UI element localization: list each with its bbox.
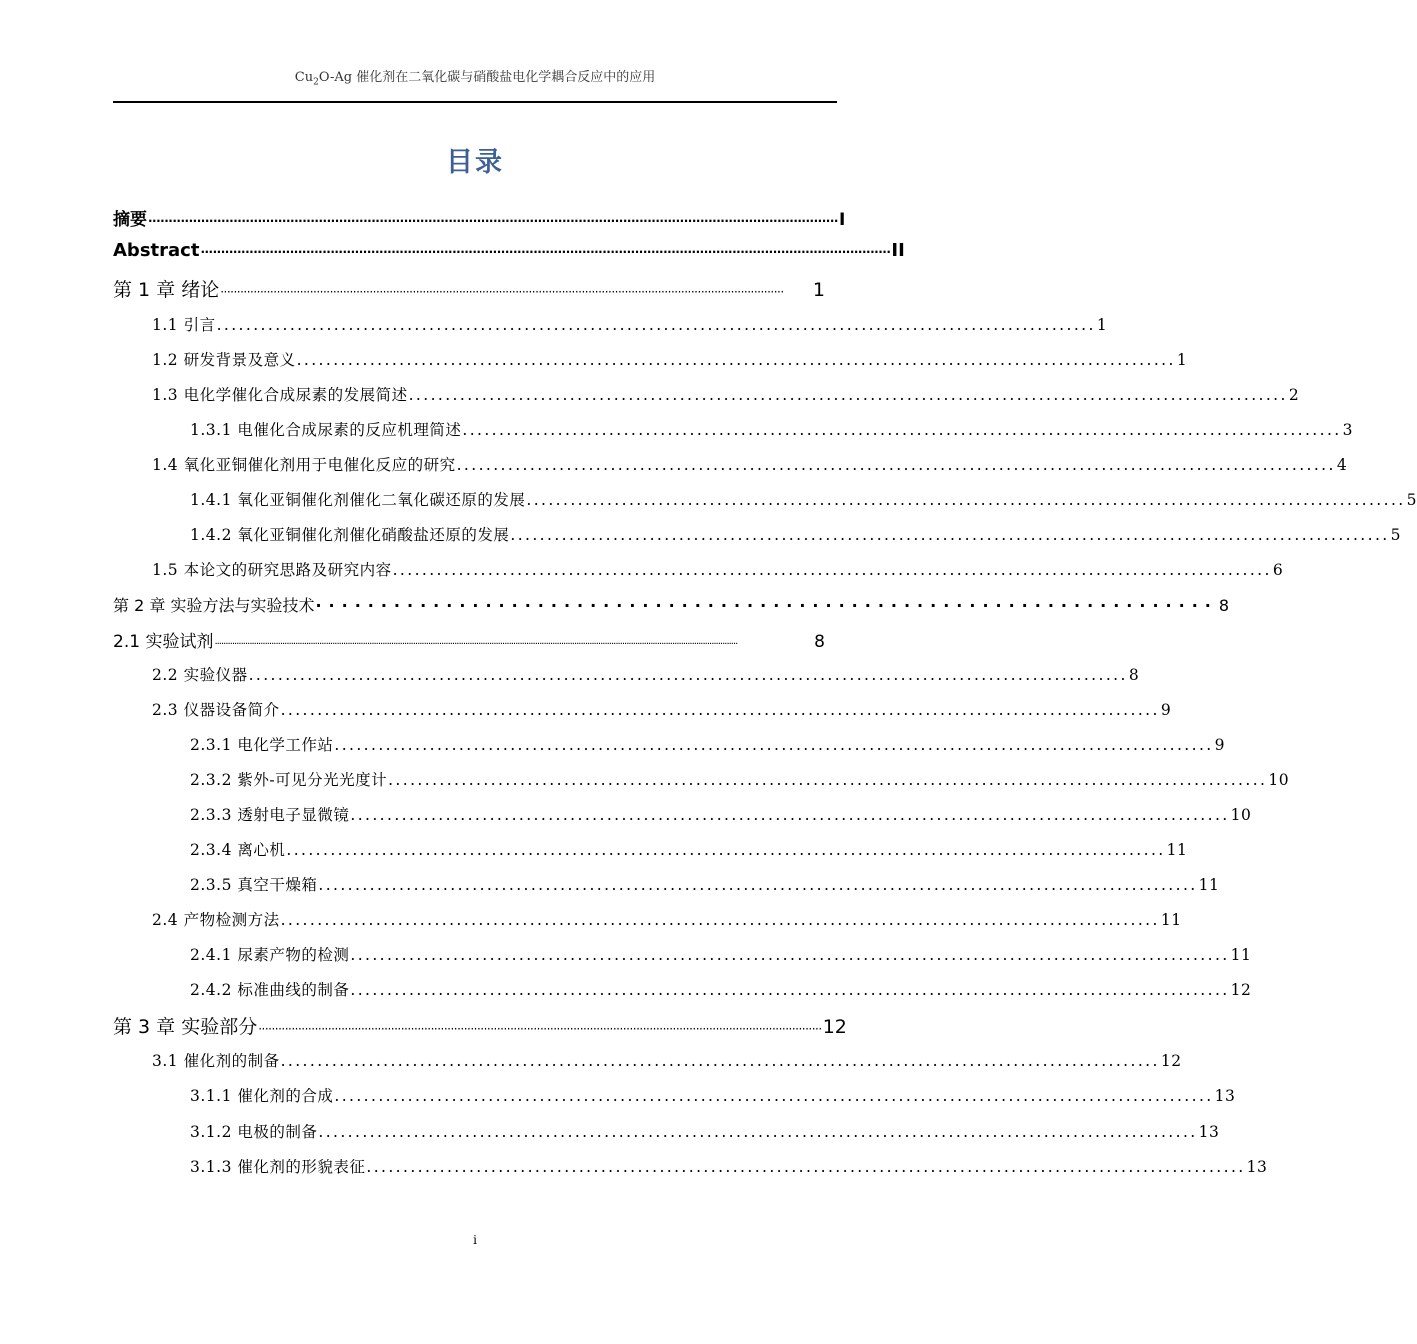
toc-leader: ........................................................................................................................ — [350, 806, 1230, 824]
toc-leader: ........................................................................................................................ — [248, 666, 1128, 684]
toc-entry-label: 2.4.2 标准曲线的制备 — [190, 981, 350, 999]
running-header — [113, 66, 837, 88]
toc-entry-page: 9 — [1214, 736, 1225, 754]
toc-entry-1-3[interactable] — [152, 383, 1300, 405]
toc-entry-3-1-3[interactable] — [190, 1155, 1268, 1177]
toc-entry-page: 6 — [1272, 561, 1284, 579]
toc-entry-2-3-3[interactable] — [190, 803, 1252, 825]
toc-entry-page: 1 — [1096, 316, 1108, 334]
toc-entry-1-4-1[interactable] — [190, 488, 1417, 510]
toc-leader: ........................................................................................................................ — [392, 561, 1272, 579]
toc-entry-label: 2.1 实验试剂 — [113, 632, 214, 652]
toc-entry-label: 2.3.5 真空干燥箱 — [190, 876, 318, 894]
toc-leader: ........................................................................................................................ — [366, 1158, 1246, 1176]
toc-entry-1-2[interactable] — [152, 348, 1188, 370]
toc-entry-page: 10 — [1268, 771, 1290, 789]
toc-entry-page: 5 — [1406, 491, 1417, 509]
toc-entry-2-2[interactable] — [152, 663, 1140, 685]
toc-entry-page: 11 — [1160, 911, 1182, 929]
toc-leader: ····································································· — [315, 596, 1218, 615]
toc-leader: ........................................................................................................................ — [350, 946, 1230, 964]
toc-entry-label: 第 2 章 实验方法与实验技术 — [113, 596, 315, 615]
header-rule — [113, 101, 837, 103]
toc-entry-1-1[interactable] — [152, 313, 1108, 335]
toc-entry-label: 1.5 本论文的研究思路及研究内容 — [152, 561, 392, 579]
toc-entry-page: 3 — [1342, 421, 1353, 439]
toc-entry-page: 8 — [814, 632, 825, 652]
toc-entry-label: 摘要 — [113, 210, 147, 230]
toc-entry-label: 1.4.2 氧化亚铜催化剂催化硝酸盐还原的发展 — [190, 526, 510, 544]
toc-entry-label: 2.3.4 离心机 — [190, 841, 286, 859]
toc-entry-2-4[interactable] — [152, 908, 1182, 930]
toc-leader: ........................................................................................................................ — [334, 736, 1214, 754]
toc-entry-2-3[interactable] — [152, 698, 1172, 720]
toc-entry-label: 2.3.2 紫外-可见分光光度计 — [190, 771, 388, 789]
page-title: 目录 — [446, 147, 504, 178]
toc-entry-label: 2.4 产物检测方法 — [152, 911, 280, 929]
toc-entry-page: II — [891, 240, 905, 261]
toc-entry-page: 11 — [1166, 841, 1188, 859]
toc-leader: ........................................................................................................................ — [526, 491, 1406, 509]
toc-entry-2-3-4[interactable] — [190, 838, 1188, 860]
toc-entry-label: 3.1 催化剂的制备 — [152, 1052, 280, 1070]
toc-leader: ........................................................................................................................ — [216, 316, 1096, 334]
toc-entry-label: 第 3 章 实验部分 — [113, 1016, 258, 1038]
toc-entry-label: 1.3 电化学催化合成尿素的发展简述 — [152, 386, 408, 404]
toc-entry-2-4-1[interactable] — [190, 943, 1252, 965]
toc-leader: ·········································································································································································· — [258, 1022, 822, 1036]
toc-entry-page: 4 — [1336, 456, 1348, 474]
toc-entry-abstract-en[interactable] — [113, 240, 905, 261]
toc-entry-label: 1.4.1 氧化亚铜催化剂催化二氧化碳还原的发展 — [190, 491, 526, 509]
toc-leader: ........................................................................................................................ — [280, 701, 1160, 719]
toc-entry-page: 2 — [1288, 386, 1300, 404]
header-title-subscript: 2 — [313, 77, 319, 88]
toc-entry-label: 3.1.3 催化剂的形貌表征 — [190, 1158, 366, 1176]
toc-leader: ........................................................................................................................ — [408, 386, 1288, 404]
toc-entry-1-3-1[interactable] — [190, 418, 1353, 440]
toc-entry-abstract-cn[interactable] — [113, 205, 846, 230]
toc-entry-chapter-3[interactable] — [113, 1012, 847, 1039]
toc-leader: ........................................................................................................................ — [388, 771, 1268, 789]
toc-entry-chapter-2[interactable] — [113, 593, 1230, 616]
toc-entry-label: 2.3.1 电化学工作站 — [190, 736, 334, 754]
toc-entry-page: 5 — [1390, 526, 1401, 544]
toc-leader: ........................................................................................................................ — [456, 456, 1336, 474]
toc-leader: ........................................................................................................................ — [296, 351, 1176, 369]
toc-entry-page: 10 — [1230, 806, 1252, 824]
toc-entry-page: 13 — [1198, 1123, 1220, 1141]
toc-leader: ················································································································································································································································ — [214, 639, 738, 650]
toc-entry-2-3-2[interactable] — [190, 768, 1290, 790]
header-title-rest: O-Ag 催化剂在二氧化碳与硝酸盐电化学耦合反应中的应用 — [318, 70, 656, 85]
toc-entry-label: Abstract — [113, 240, 200, 261]
toc-entry-2-4-2[interactable] — [190, 978, 1252, 1000]
toc-entry-1-4[interactable] — [152, 453, 1348, 475]
toc-entry-label: 3.1.2 电极的制备 — [190, 1123, 318, 1141]
toc-leader: ........................................................................................................................ — [280, 911, 1160, 929]
toc-leader: ........................................................................................................................ — [286, 841, 1166, 859]
toc-entry-label: 3.1.1 催化剂的合成 — [190, 1087, 334, 1105]
toc-entry-page: 9 — [1160, 701, 1172, 719]
toc-leader: ........................................................................................................................ — [318, 876, 1198, 894]
toc-entry-label: 2.3 仪器设备简介 — [152, 701, 280, 719]
toc-entry-page: 11 — [1230, 946, 1252, 964]
toc-entry-page: 13 — [1214, 1087, 1236, 1105]
toc-leader: ........................................................................................................................ — [280, 1052, 1160, 1070]
toc-leader: ........................................................................................................................ — [318, 1123, 1198, 1141]
toc-entry-label: 1.2 研发背景及意义 — [152, 351, 296, 369]
toc-entry-page: 12 — [822, 1016, 847, 1038]
page-number: i — [473, 1233, 477, 1247]
toc-entry-3-1[interactable] — [152, 1049, 1182, 1071]
toc-entry-page: 8 — [1218, 596, 1230, 615]
toc-entry-page: 8 — [1128, 666, 1140, 684]
toc-entry-chapter-1[interactable] — [113, 275, 825, 302]
toc-entry-label: 1.3.1 电催化合成尿素的反应机理简述 — [190, 421, 462, 439]
toc-entry-page: 11 — [1198, 876, 1220, 894]
toc-entry-page: 12 — [1160, 1052, 1182, 1070]
toc-entry-label: 1.1 引言 — [152, 316, 216, 334]
toc-leader: ........................................................................................................................ — [334, 1087, 1214, 1105]
toc-entry-page: 13 — [1246, 1158, 1268, 1176]
toc-entry-1-4-2[interactable] — [190, 523, 1401, 545]
toc-entry-page: 1 — [1176, 351, 1188, 369]
header-title-prefix: Cu — [294, 70, 314, 85]
toc-leader: ........................................................................................................................ — [462, 421, 1342, 439]
toc-entry-3-1-1[interactable] — [190, 1084, 1236, 1106]
toc-entry-2-3-1[interactable] — [190, 733, 1225, 755]
toc-entry-page: I — [838, 210, 846, 230]
toc-entry-2-3-5[interactable] — [190, 873, 1220, 895]
toc-entry-label: 2.4.1 尿素产物的检测 — [190, 946, 350, 964]
toc-leader: ·········································································································································································· — [220, 285, 784, 299]
toc-entry-label: 第 1 章 绪论 — [113, 279, 220, 301]
toc-entry-3-1-2[interactable] — [190, 1120, 1220, 1142]
toc-entry-page: 12 — [1230, 981, 1252, 999]
toc-leader: ·········································································································································································· — [148, 214, 838, 228]
toc-leader: ·········································································································································································· — [200, 245, 891, 259]
toc-entry-page: 1 — [812, 279, 825, 301]
toc-leader: ........................................................................................................................ — [350, 981, 1230, 999]
toc-entry-1-5[interactable] — [152, 558, 1284, 580]
toc-leader: ........................................................................................................................ — [510, 526, 1390, 544]
toc-entry-label: 2.2 实验仪器 — [152, 666, 248, 684]
toc-entry-label: 1.4 氧化亚铜催化剂用于电催化反应的研究 — [152, 456, 456, 474]
toc-entry-2-1[interactable] — [113, 627, 825, 652]
toc-entry-label: 2.3.3 透射电子显微镜 — [190, 806, 350, 824]
